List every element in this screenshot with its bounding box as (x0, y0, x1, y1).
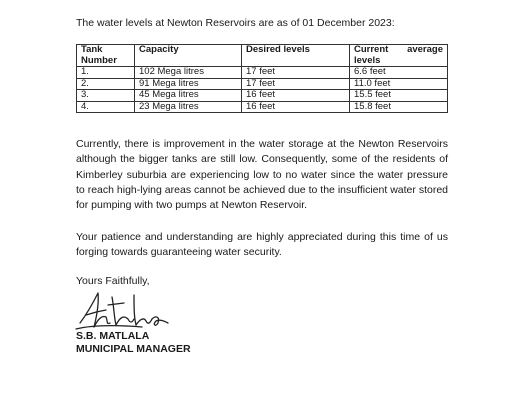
signer-title: MUNICIPAL MANAGER (76, 343, 191, 355)
header-number-word: Number (81, 54, 117, 66)
table-row (77, 90, 448, 102)
cell-desired-level: 16 feet (242, 101, 350, 113)
cell-tank-number: 4. (77, 101, 135, 113)
cell-capacity: 91 Mega litres (135, 78, 242, 90)
header-tank-number (77, 45, 135, 67)
table-row (77, 101, 448, 113)
header-tank-word: Tank (81, 44, 103, 55)
intro-text: The water levels at Newton Reservoirs are as of 01 December 2023: (76, 17, 395, 29)
cell-desired-level: 17 feet (242, 67, 350, 79)
cell-capacity: 45 Mega litres (135, 90, 242, 102)
table-row (77, 67, 448, 79)
body-paragraph-status: Currently, there is improvement in the water storage at the Newton Reservoirs although the bigger tanks are still low. Consequently, some of the residents of Kimberley suburbia are experiencing low to no water since the water pressure to reach high-lying areas cannot be achieved due to the insufficient water stored for pumping with two pumps at Newton Reservoir. (76, 138, 448, 212)
header-current-average-levels (350, 45, 448, 67)
cell-tank-number: 1. (77, 67, 135, 79)
signer-name: S.B. MATLALA (76, 330, 150, 342)
cell-desired-level: 17 feet (242, 78, 350, 90)
cell-tank-number: 2. (77, 78, 135, 90)
header-current-word: Current (354, 44, 389, 55)
cell-current-level: 11.0 feet (350, 78, 448, 90)
header-capacity: Capacity (135, 45, 242, 67)
header-average-word: average (407, 44, 443, 55)
cell-current-level: 6.6 feet (350, 67, 448, 79)
cell-capacity: 102 Mega litres (135, 67, 242, 79)
cell-capacity: 23 Mega litres (135, 101, 242, 113)
water-levels-table (76, 44, 448, 113)
cell-desired-level: 16 feet (242, 90, 350, 102)
header-desired-levels: Desired levels (242, 45, 350, 67)
header-levels-word: levels (354, 54, 381, 66)
cell-current-level: 15.8 feet (350, 101, 448, 113)
table-header-row (77, 45, 448, 67)
cell-current-level: 15.5 feet (350, 90, 448, 102)
body-paragraph-appreciation: Your patience and understanding are highly appreciated during this time of us forging towards guaranteeing water security. (76, 231, 448, 259)
closing-salutation: Yours Faithfully, (76, 275, 150, 287)
table-row (77, 78, 448, 90)
handwritten-signature (72, 285, 182, 333)
cell-tank-number: 3. (77, 90, 135, 102)
